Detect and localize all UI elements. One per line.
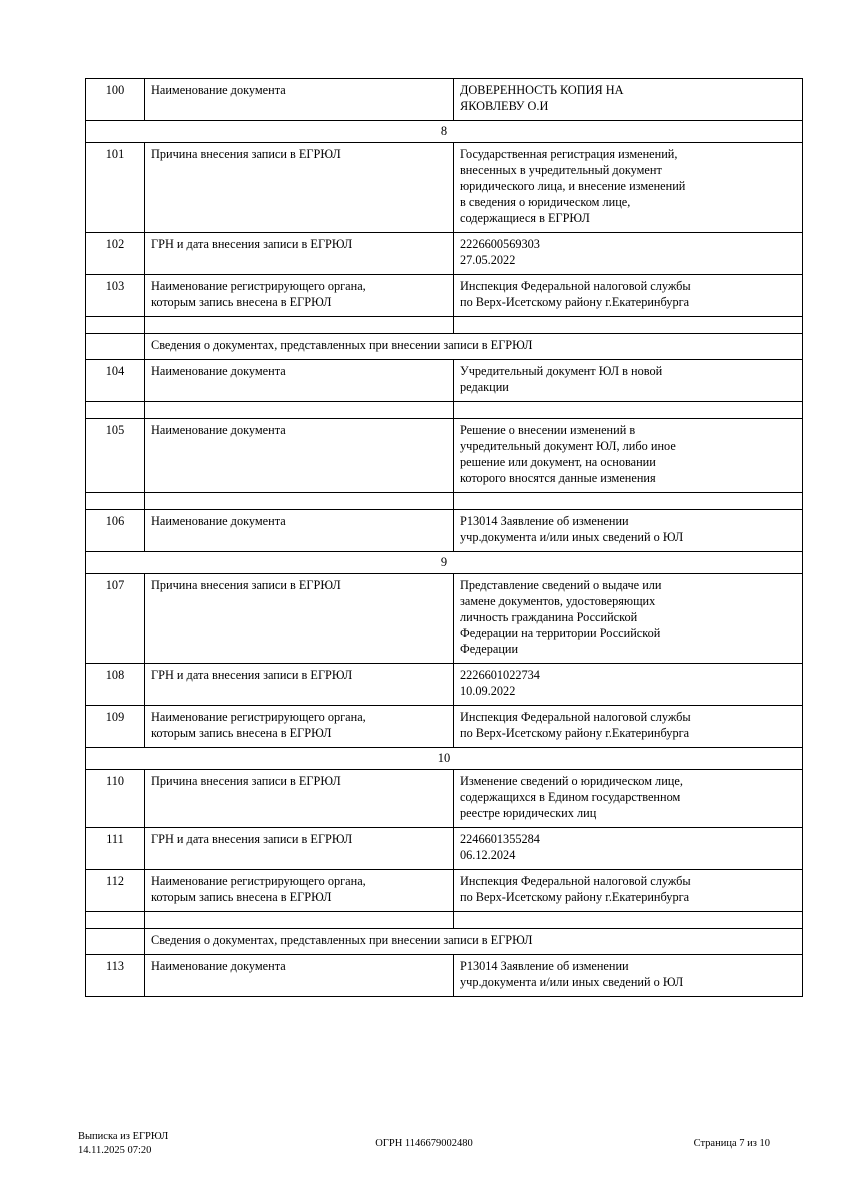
- table-row: [86, 870, 803, 912]
- row-value: 2226600569303 27.05.2022: [454, 233, 803, 275]
- row-number: 105: [86, 419, 145, 493]
- subheader-row: [86, 929, 803, 955]
- subheader-title: Сведения о документах, представленных при внесении записи в ЕГРЮЛ: [145, 929, 803, 955]
- row-value: Инспекция Федеральной налоговой службы по Верх-Исетскому району г.Екатеринбурга: [454, 275, 803, 317]
- row-value: Инспекция Федеральной налоговой службы по Верх-Исетскому району г.Екатеринбурга: [454, 706, 803, 748]
- row-value: 2226601022734 10.09.2022: [454, 664, 803, 706]
- row-value: Инспекция Федеральной налоговой службы по Верх-Исетскому району г.Екатеринбурга: [454, 870, 803, 912]
- row-value: 2246601355284 06.12.2024: [454, 828, 803, 870]
- row-value: Представление сведений о выдаче или замене документов, удостоверяющих личность гражданина Российской Федерации на территории Российской Федерации: [454, 574, 803, 664]
- spacer-cell: [145, 402, 454, 419]
- spacer-cell: [86, 912, 145, 929]
- spacer-cell: [145, 317, 454, 334]
- table-row: [86, 574, 803, 664]
- table-row: [86, 233, 803, 275]
- table-row: [86, 706, 803, 748]
- section-divider-row: [86, 551, 803, 573]
- row-label: Наименование документа: [145, 360, 454, 402]
- row-number: 111: [86, 828, 145, 870]
- row-value: Государственная регистрация изменений, внесенных в учредительный документ юридического лица, и внесение изменений в сведения о юридическом лице, содержащиеся в ЕГРЮЛ: [454, 143, 803, 233]
- row-label: Наименование регистрирующего органа, которым запись внесена в ЕГРЮЛ: [145, 275, 454, 317]
- subheader-row: [86, 334, 803, 360]
- row-label: ГРН и дата внесения записи в ЕГРЮЛ: [145, 233, 454, 275]
- row-value: Решение о внесении изменений в учредительный документ ЮЛ, либо иное решение или документ, на основании которого вносятся данные изменения: [454, 419, 803, 493]
- row-label: Наименование документа: [145, 419, 454, 493]
- table-row: [86, 955, 803, 997]
- footer-timestamp: 14.11.2025 07:20: [78, 1145, 152, 1157]
- table-row: [86, 360, 803, 402]
- page-footer: [78, 1130, 770, 1162]
- row-number: 112: [86, 870, 145, 912]
- table-row: [86, 770, 803, 828]
- footer-document-title: Выписка из ЕГРЮЛ: [78, 1131, 169, 1142]
- row-number: 110: [86, 770, 145, 828]
- table-body: [86, 79, 803, 997]
- spacer-row: [86, 912, 803, 929]
- table-row: [86, 143, 803, 233]
- row-number: 108: [86, 664, 145, 706]
- row-value: Р13014 Заявление об изменении учр.документа и/или иных сведений о ЮЛ: [454, 955, 803, 997]
- spacer-row: [86, 492, 803, 509]
- row-number: 107: [86, 574, 145, 664]
- row-value: Р13014 Заявление об изменении учр.документа и/или иных сведений о ЮЛ: [454, 509, 803, 551]
- subheader-empty-cell: [86, 334, 145, 360]
- spacer-cell: [454, 912, 803, 929]
- row-number: 109: [86, 706, 145, 748]
- row-number: 102: [86, 233, 145, 275]
- row-label: Причина внесения записи в ЕГРЮЛ: [145, 574, 454, 664]
- footer-ogrn: ОГРН 1146679002480: [375, 1138, 473, 1149]
- subheader-title: Сведения о документах, представленных при внесении записи в ЕГРЮЛ: [145, 334, 803, 360]
- table-row: [86, 509, 803, 551]
- spacer-cell: [454, 317, 803, 334]
- spacer-cell: [86, 317, 145, 334]
- row-number: 106: [86, 509, 145, 551]
- section-number: 10: [86, 748, 803, 770]
- row-number: 113: [86, 955, 145, 997]
- subheader-empty-cell: [86, 929, 145, 955]
- spacer-cell: [86, 402, 145, 419]
- spacer-row: [86, 317, 803, 334]
- row-label: Наименование документа: [145, 79, 454, 121]
- row-label: Наименование документа: [145, 509, 454, 551]
- row-label: Причина внесения записи в ЕГРЮЛ: [145, 770, 454, 828]
- spacer-cell: [145, 912, 454, 929]
- spacer-cell: [86, 492, 145, 509]
- spacer-row: [86, 402, 803, 419]
- row-number: 103: [86, 275, 145, 317]
- spacer-cell: [145, 492, 454, 509]
- table-row: [86, 79, 803, 121]
- section-number: 8: [86, 120, 803, 142]
- footer-page-number: Страница 7 из 10: [693, 1138, 770, 1149]
- row-value: Учредительный документ ЮЛ в новой редакции: [454, 360, 803, 402]
- table-row: [86, 275, 803, 317]
- row-label: ГРН и дата внесения записи в ЕГРЮЛ: [145, 828, 454, 870]
- row-label: Наименование регистрирующего органа, которым запись внесена в ЕГРЮЛ: [145, 706, 454, 748]
- row-label: ГРН и дата внесения записи в ЕГРЮЛ: [145, 664, 454, 706]
- row-label: Причина внесения записи в ЕГРЮЛ: [145, 143, 454, 233]
- row-value: Изменение сведений о юридическом лице, содержащихся в Едином государственном реестре юридических лиц: [454, 770, 803, 828]
- row-number: 104: [86, 360, 145, 402]
- row-value: ДОВЕРЕННОСТЬ КОПИЯ НА ЯКОВЛЕВУ О.И: [454, 79, 803, 121]
- row-label: Наименование документа: [145, 955, 454, 997]
- section-divider-row: [86, 120, 803, 142]
- table-row: [86, 664, 803, 706]
- spacer-cell: [454, 492, 803, 509]
- row-number: 100: [86, 79, 145, 121]
- row-label: Наименование регистрирующего органа, которым запись внесена в ЕГРЮЛ: [145, 870, 454, 912]
- spacer-cell: [454, 402, 803, 419]
- row-number: 101: [86, 143, 145, 233]
- table-row: [86, 828, 803, 870]
- section-divider-row: [86, 748, 803, 770]
- section-number: 9: [86, 551, 803, 573]
- table-row: [86, 419, 803, 493]
- egrul-records-table: [85, 78, 803, 997]
